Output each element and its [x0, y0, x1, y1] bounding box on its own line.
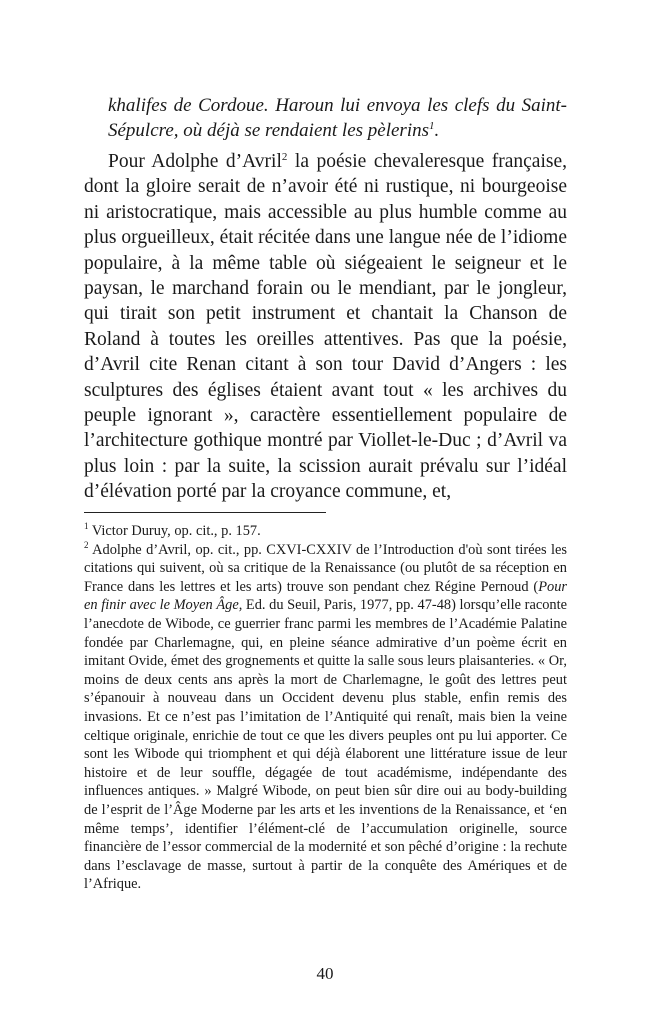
italic-quote [108, 93, 567, 143]
footnote-separator [84, 512, 326, 513]
quote-text: khalifes de Cordoue. Haroun lui envoya les clefs du Saint-Sépulcre, où déjà se rendaient les pèlerins [108, 95, 567, 141]
footnote-ref-1: 1 [429, 120, 435, 132]
footnote-2 [84, 541, 567, 894]
paragraph-text: la poésie chevaleresque française, dont la gloire serait de n’avoir été ni rustique, ni bourgeoise ni aristocratique, mais accessible au plus humble comme au plus orgueilleux, était récitée dans une langue née de l’idiome populaire, à la même table où siégeaient le seigneur et le paysan, le marchand forain ou le mendiant, par le jongleur, qui tirait son petit instrument et chantait la Chanson de Roland à toutes les oreilles attentives. Pas que la poésie, d’Avril cite Renan citant à son tour David d’Angers : les sculptures des églises étaient avant tout « les archives du peuple ignorant », caractère essentiellement populaire de l’architecture gothique montré par Viollet-le-Duc ; d’Avril va plus loin : par la suite, la scission aurait prévalu sur l’idéal d’élévation porté par la croyance commune, et, [84, 151, 567, 503]
footnote-ref-2: 2 [281, 151, 288, 163]
footnote-1 [84, 522, 567, 541]
footnotes [84, 522, 567, 894]
footnote-text-continued: Ed. du Seuil, Paris, 1977, pp. 47-48) lorsqu’elle raconte l’anecdote de Wibode, ce guerrier franc parmi les membres de l’Académie Palatine fondée par Charlemagne, qui, en pleine séance admirative d’un poème écrit en imitant Ovide, émet des grognements et quitte la salle sous leurs plaisanteries. « Or, moins de deux cents ans après la mort de Charlemagne, le goût des lettres peut s’épanouir à nouveau dans un Occident devenu plus stable, enfin remis des invasions. Et ce n’est pas l’imitation de l’Antiquité qui renaît, mais bien la veine celtique originale, enrichie de tout ce que les divers peuples ont pu lui apporter. Ce sont les Wibode qui triomphent et qui déjà élaborent une littérature issue de leur histoire et de leur souffle, dégagée de tout académisme, indépendante des influences antiques. » Malgré Wibode, on peut bien sûr dire oui au body-building de l’esprit de l’Âge Moderne par les arts et les inventions de la Renaissance, et ‘en même temps’, identifier l’élément-clé de l’accumulation originelle, source financière de l’essor commercial de la modernité et son pêché d’origine : la rechute dans l’esclavage de masse, surtout à partir de la conquête des Amériques et de l’Afrique. [84, 597, 567, 893]
quote-end: . [434, 120, 440, 141]
footnote-text: Adolphe d’Avril, op. cit., pp. CXVI-CXXIV de l’Introduction d'où sont tirées les citations qui suivent, où sa critique de la Renaissance (ou plutôt de sa réception en France dans les lettres et les arts) trouve son pendant chez Régine Pernoud ( [84, 541, 567, 595]
footnote-text: Victor Duruy, op. cit., p. 157. [88, 523, 261, 539]
body-paragraph [84, 149, 567, 505]
paragraph-lead: Pour Adolphe d’Avril [108, 151, 282, 172]
page-number: 40 [316, 964, 334, 983]
main-text [84, 93, 567, 505]
book-title: Pour en finir avec le Moyen Âge, [84, 578, 567, 614]
footnote-number: 1 [84, 521, 89, 531]
footnote-number: 2 [84, 539, 89, 550]
